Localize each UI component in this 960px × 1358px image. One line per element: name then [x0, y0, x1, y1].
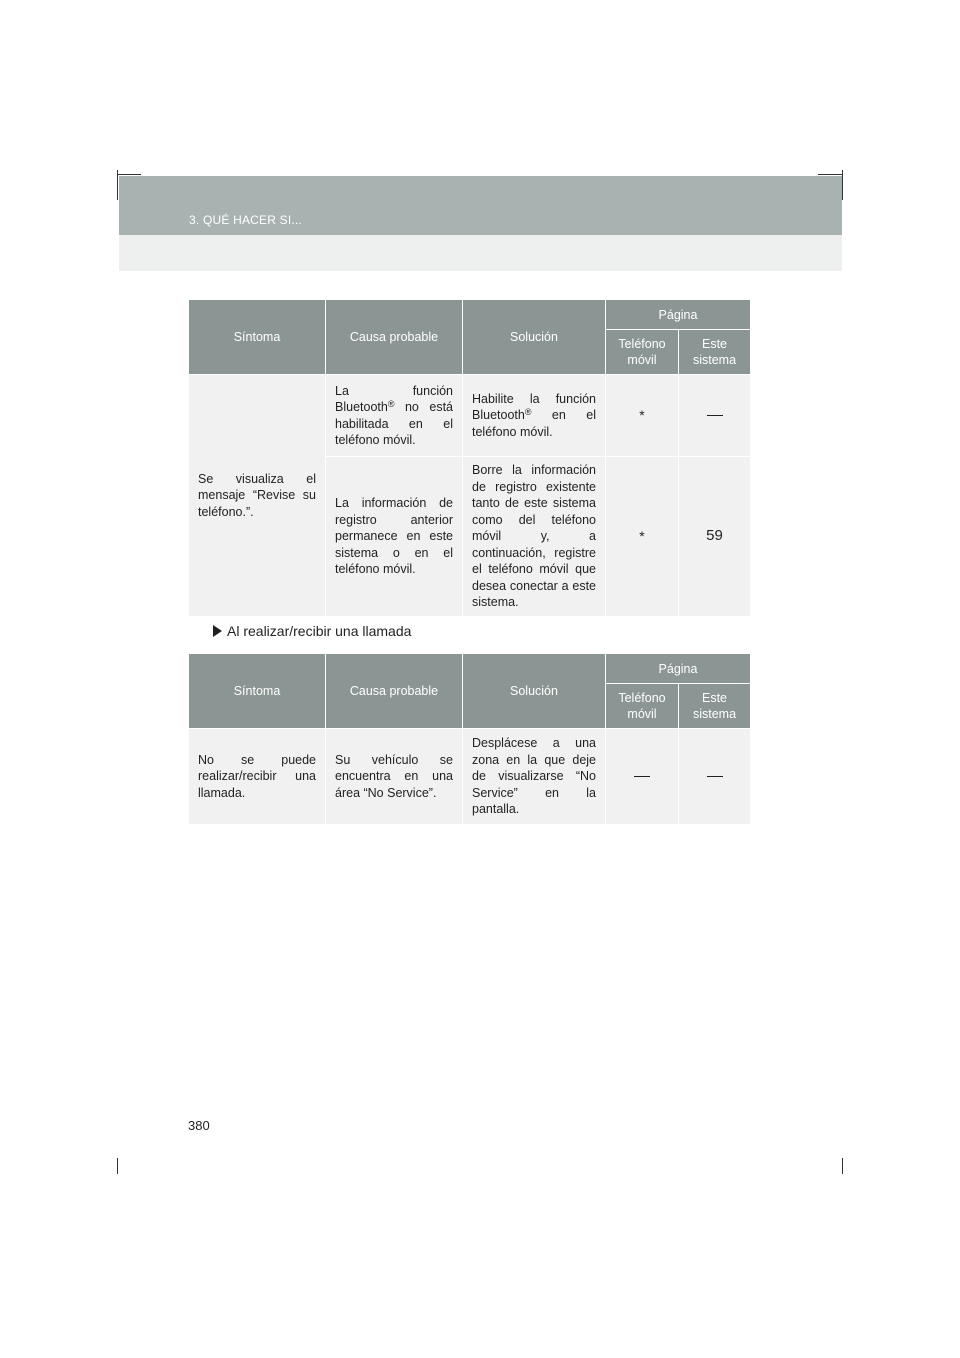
crop-mark: [818, 174, 842, 175]
dash-mark: [707, 776, 723, 777]
col-header-solucion: Solución: [463, 654, 606, 729]
col-header-sintoma: Síntoma: [189, 300, 326, 375]
causa-cell: Su vehículo se encuentra en una área “No Service”.: [326, 729, 463, 825]
col-header-telefono: Teléfono móvil: [606, 684, 679, 729]
dash-mark: [634, 776, 650, 777]
section-heading: Al realizar/recibir una llamada: [213, 623, 411, 639]
asterisk-mark: *: [639, 527, 645, 544]
page-number: 380: [188, 1118, 210, 1133]
registered-mark: ®: [524, 407, 532, 418]
triangle-bullet-icon: [213, 625, 222, 637]
solucion-cell: Habilite la función Bluetooth® en el teléfono móvil.: [463, 375, 606, 457]
col-header-solucion: Solución: [463, 300, 606, 375]
col-header-pagina: Página: [606, 654, 751, 684]
col-header-pagina: Página: [606, 300, 751, 330]
col-header-telefono: Teléfono móvil: [606, 330, 679, 375]
col-header-sistema: Este sistema: [679, 330, 751, 375]
col-header-causa: Causa probable: [326, 654, 463, 729]
causa-cell: La función Bluetooth® no está habilitada en el teléfono móvil.: [326, 375, 463, 457]
sistema-cell: [679, 729, 751, 825]
col-header-causa: Causa probable: [326, 300, 463, 375]
chapter-title: 3. QUÉ HACER SI...: [189, 213, 302, 227]
dash-mark: [707, 415, 723, 416]
col-header-sintoma: Síntoma: [189, 654, 326, 729]
sistema-cell: [679, 375, 751, 457]
chapter-header: [119, 176, 842, 235]
sintoma-cell: Se visualiza el mensaje “Revise su teléfono.”.: [189, 375, 326, 617]
solucion-cell: Desplácese a una zona en la que deje de visualizarse “No Service” en la pantalla.: [463, 729, 606, 825]
table-row: [189, 729, 751, 825]
sistema-cell: [679, 457, 751, 617]
telefono-cell: [606, 729, 679, 825]
sintoma-cell: No se puede realizar/recibir una llamada.: [189, 729, 326, 825]
asterisk-mark: *: [639, 406, 645, 423]
solucion-cell: Borre la información de registro existente tanto de este sistema como del teléfono móvil y, a continuación, registre el teléfono móvil que desea conectar a este sistema.: [463, 457, 606, 617]
causa-cell: La información de registro anterior permanece en este sistema o en el teléfono móvil.: [326, 457, 463, 617]
crop-mark: [842, 1158, 843, 1174]
registered-mark: ®: [387, 399, 395, 409]
symptom-table-2: [188, 653, 751, 825]
table-row: [189, 375, 751, 457]
crop-mark: [117, 1158, 118, 1174]
page-reference: 59: [706, 527, 723, 545]
telefono-cell: [606, 457, 679, 617]
symptom-table-1: [188, 299, 751, 617]
header-band: [119, 235, 842, 271]
crop-mark: [842, 170, 843, 200]
col-header-sistema: Este sistema: [679, 684, 751, 729]
crop-mark: [117, 174, 141, 175]
telefono-cell: [606, 375, 679, 457]
